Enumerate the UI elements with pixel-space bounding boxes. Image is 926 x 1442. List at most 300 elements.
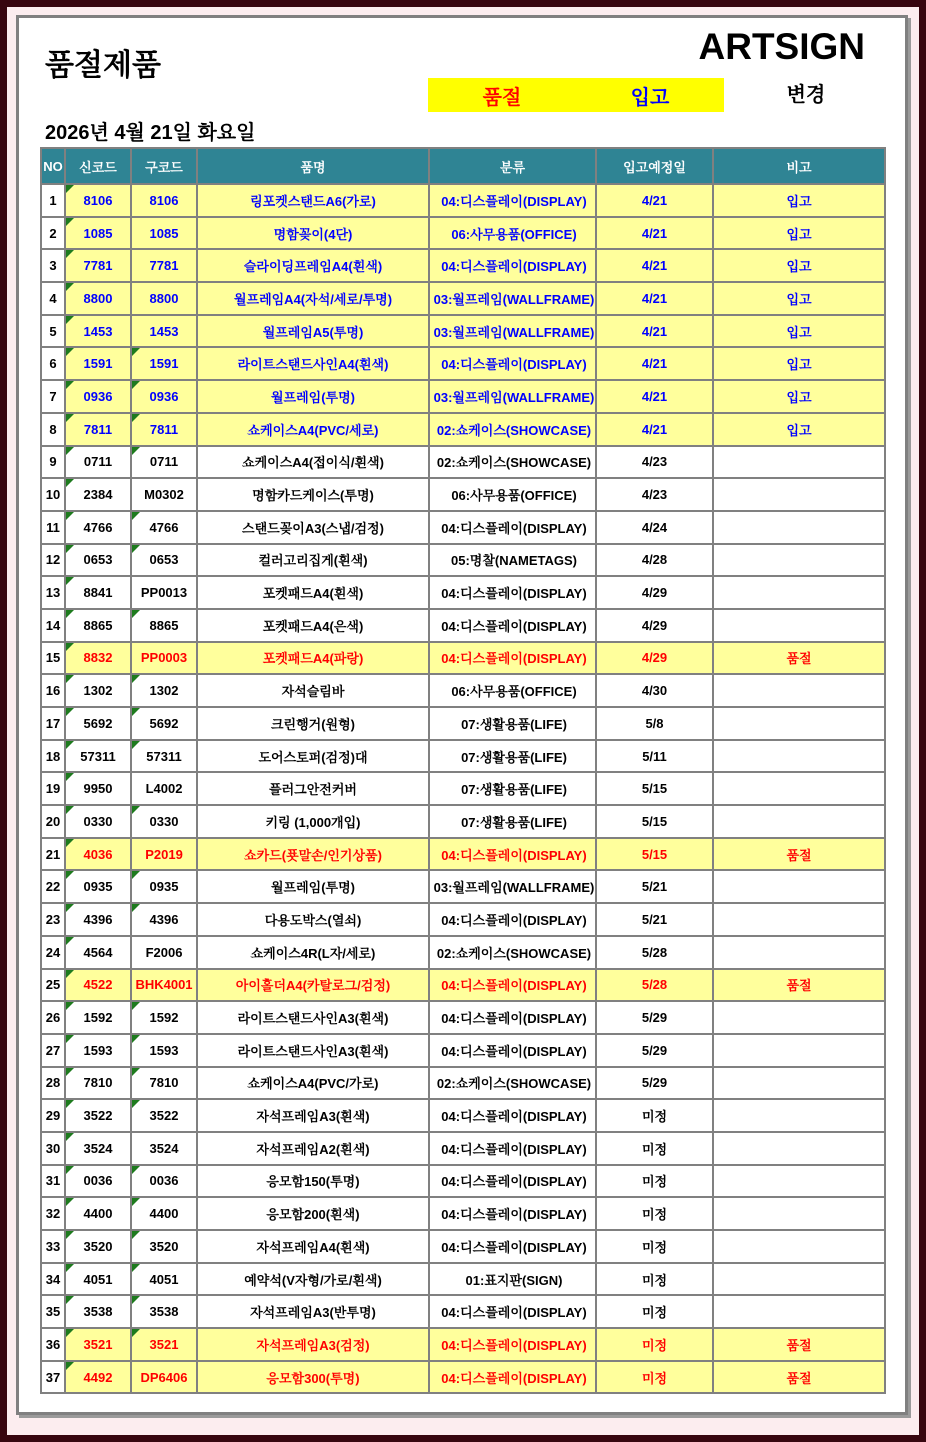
cell-note (713, 1197, 885, 1230)
cell-new-code (65, 642, 131, 675)
cell-old-code (131, 217, 197, 250)
cell-product-name: 쇼케이스A4(PVC/가로) (197, 1067, 429, 1100)
cell-product-name: 응모함200(흰색) (197, 1197, 429, 1230)
cell-due-date: 4/30 (596, 674, 713, 707)
cell-new-code (65, 707, 131, 740)
table-row (41, 544, 885, 577)
old-code-value: 8800 (149, 290, 179, 306)
cell-product-name: 쇼케이스A4(PVC/세로) (197, 413, 429, 446)
new-code-value: 4396 (83, 911, 113, 927)
cell-old-code (131, 1230, 197, 1263)
table-row (41, 413, 885, 446)
table-row (41, 674, 885, 707)
cell-new-code (65, 740, 131, 773)
cell-product-name: 포켓패드A4(파랑) (197, 642, 429, 675)
comment-triangle-new (66, 773, 74, 781)
old-code-value: 8865 (149, 617, 179, 633)
cell-new-code (65, 772, 131, 805)
cell-category: 02:쇼케이스(SHOWCASE) (429, 446, 596, 479)
comment-triangle-new (66, 1068, 74, 1076)
cell-note: 입고 (713, 282, 885, 315)
table-row (41, 249, 885, 282)
cell-due-date: 4/29 (596, 642, 713, 675)
cell-due-date: 4/21 (596, 413, 713, 446)
cell-old-code (131, 446, 197, 479)
comment-triangle-old (132, 1296, 140, 1304)
comment-triangle-new (66, 675, 74, 683)
cell-new-code (65, 315, 131, 348)
cell-due-date: 4/29 (596, 609, 713, 642)
old-code-value: 8106 (149, 192, 179, 208)
cell-product-name: 다용도박스(열쇠) (197, 903, 429, 936)
table-row (41, 478, 885, 511)
cell-product-name: 자석프레임A2(흰색) (197, 1132, 429, 1165)
comment-triangle-new (66, 1296, 74, 1304)
cell-category: 04:디스플레이(DISPLAY) (429, 1132, 596, 1165)
table-header (41, 148, 885, 184)
cell-no: 24 (41, 936, 65, 969)
cell-note (713, 903, 885, 936)
comment-triangle-new (66, 1002, 74, 1010)
cell-category: 03:월프레임(WALLFRAME) (429, 870, 596, 903)
new-code-value: 4492 (83, 1369, 113, 1385)
cell-new-code (65, 903, 131, 936)
cell-due-date: 5/29 (596, 1067, 713, 1100)
cell-category: 04:디스플레이(DISPLAY) (429, 1165, 596, 1198)
cell-product-name: 쇼카드(푯말손/인기상품) (197, 838, 429, 871)
comment-triangle-old (132, 1068, 140, 1076)
cell-old-code (131, 347, 197, 380)
cell-due-date: 5/15 (596, 838, 713, 871)
cell-product-name: 스탠드꽂이A3(스냅/검정) (197, 511, 429, 544)
new-code-value: 1592 (83, 1010, 113, 1026)
cell-category: 02:쇼케이스(SHOWCASE) (429, 413, 596, 446)
cell-note (713, 609, 885, 642)
cell-due-date: 4/21 (596, 315, 713, 348)
old-code-value: 3538 (149, 1304, 179, 1320)
cell-old-code (131, 969, 197, 1002)
cell-product-name: 라이트스탠드사인A3(흰색) (197, 1034, 429, 1067)
new-code-value: 3520 (83, 1238, 113, 1254)
new-code-value: 8832 (83, 650, 113, 666)
cell-new-code (65, 838, 131, 871)
new-code-value: 8800 (83, 290, 113, 306)
cell-product-name: 쇼케이스A4(접이식/흰색) (197, 446, 429, 479)
table-row (41, 740, 885, 773)
cell-due-date: 미정 (596, 1230, 713, 1263)
cell-new-code (65, 1361, 131, 1394)
comment-triangle-new (66, 610, 74, 618)
cell-new-code (65, 282, 131, 315)
cell-no: 22 (41, 870, 65, 903)
cell-new-code (65, 413, 131, 446)
cell-old-code (131, 1361, 197, 1394)
cell-product-name: 라이트스탠드사인A4(흰색) (197, 347, 429, 380)
brand-logo: ARTSIGN (698, 26, 865, 67)
new-code-value: 1593 (83, 1042, 113, 1058)
cell-note: 입고 (713, 347, 885, 380)
comment-triangle-old (132, 447, 140, 455)
new-code-value: 7810 (83, 1075, 113, 1091)
cell-due-date: 4/28 (596, 544, 713, 577)
cell-no: 23 (41, 903, 65, 936)
old-code-value: 5692 (149, 715, 179, 731)
col-header-name: 품명 (197, 148, 429, 184)
table-row (41, 511, 885, 544)
table-body (41, 184, 885, 1393)
comment-triangle-old (132, 741, 140, 749)
cell-category: 04:디스플레이(DISPLAY) (429, 1197, 596, 1230)
cell-category: 06:사무용품(OFFICE) (429, 217, 596, 250)
cell-due-date: 4/21 (596, 282, 713, 315)
cell-note: 입고 (713, 184, 885, 217)
comment-triangle-new (66, 1264, 74, 1272)
cell-note: 품절 (713, 838, 885, 871)
cell-new-code (65, 446, 131, 479)
cell-old-code (131, 380, 197, 413)
cell-category: 03:월프레임(WALLFRAME) (429, 380, 596, 413)
comment-triangle-old (132, 381, 140, 389)
cell-product-name: 크린행거(원형) (197, 707, 429, 740)
table-row (41, 282, 885, 315)
old-code-value: M0302 (144, 487, 184, 503)
cell-note: 품절 (713, 1328, 885, 1361)
new-code-value: 4522 (83, 977, 113, 993)
cell-category: 05:명찰(NAMETAGS) (429, 544, 596, 577)
cell-new-code (65, 1197, 131, 1230)
comment-triangle-new (66, 937, 74, 945)
comment-triangle-new (66, 643, 74, 651)
old-code-value: 0936 (149, 388, 179, 404)
cell-due-date: 5/11 (596, 740, 713, 773)
cell-old-code (131, 282, 197, 315)
new-code-value: 9950 (83, 781, 113, 797)
cell-no: 37 (41, 1361, 65, 1394)
comment-triangle-old (132, 1166, 140, 1174)
cell-product-name: 슬라이딩프레임A4(흰색) (197, 249, 429, 282)
comment-triangle-old (132, 806, 140, 814)
cell-due-date: 4/21 (596, 380, 713, 413)
old-code-value: 0653 (149, 552, 179, 568)
old-code-value: 4396 (149, 911, 179, 927)
cell-new-code (65, 1001, 131, 1034)
cell-old-code (131, 1132, 197, 1165)
cell-no: 14 (41, 609, 65, 642)
old-code-value: 3524 (149, 1140, 179, 1156)
legend-change-label: 변경 (786, 84, 826, 106)
cell-note (713, 1099, 885, 1132)
cell-note (713, 740, 885, 773)
cell-product-name: 라이트스탠드사인A3(흰색) (197, 1001, 429, 1034)
comment-triangle-new (66, 447, 74, 455)
cell-note (713, 707, 885, 740)
table-row (41, 217, 885, 250)
cell-no: 21 (41, 838, 65, 871)
table-row (41, 576, 885, 609)
comment-triangle-new (66, 283, 74, 291)
col-header-no: NO (41, 148, 65, 184)
cell-old-code (131, 1067, 197, 1100)
cell-no: 30 (41, 1132, 65, 1165)
old-code-value: 4400 (149, 1206, 179, 1222)
cell-old-code (131, 1165, 197, 1198)
comment-triangle-new (66, 414, 74, 422)
old-code-value: 0711 (149, 454, 179, 470)
cell-product-name: 응모함150(투명) (197, 1165, 429, 1198)
cell-no: 10 (41, 478, 65, 511)
table-row (41, 315, 885, 348)
new-code-value: 1302 (83, 683, 113, 699)
old-code-value: 1593 (149, 1042, 179, 1058)
old-code-value: 3522 (149, 1108, 179, 1124)
table-row (41, 903, 885, 936)
cell-no: 1 (41, 184, 65, 217)
cell-category: 04:디스플레이(DISPLAY) (429, 969, 596, 1002)
old-code-value: 0036 (149, 1173, 179, 1189)
old-code-value: P2019 (145, 846, 183, 862)
comment-triangle-old (132, 545, 140, 553)
table-row (41, 1001, 885, 1034)
cell-new-code (65, 1165, 131, 1198)
cell-product-name: 명함카드케이스(투명) (197, 478, 429, 511)
cell-note (713, 1067, 885, 1100)
cell-due-date: 4/21 (596, 217, 713, 250)
cell-product-name: 쇼케이스4R(L자/세로) (197, 936, 429, 969)
comment-triangle-new (66, 970, 74, 978)
cell-due-date: 4/23 (596, 478, 713, 511)
table-row (41, 1263, 885, 1296)
cell-due-date: 4/23 (596, 446, 713, 479)
cell-due-date: 미정 (596, 1328, 713, 1361)
cell-new-code (65, 249, 131, 282)
cell-due-date: 4/21 (596, 184, 713, 217)
comment-triangle-old (132, 708, 140, 716)
comment-triangle-new (66, 904, 74, 912)
comment-triangle-old (132, 1231, 140, 1239)
cell-no: 15 (41, 642, 65, 675)
table-row (41, 1132, 885, 1165)
comment-triangle-new (66, 708, 74, 716)
cell-product-name: 자석프레임A3(검정) (197, 1328, 429, 1361)
cell-product-name: 포켓패드A4(은색) (197, 609, 429, 642)
cell-note (713, 1295, 885, 1328)
new-code-value: 5692 (83, 715, 113, 731)
cell-category: 04:디스플레이(DISPLAY) (429, 609, 596, 642)
table-row (41, 446, 885, 479)
cell-due-date: 5/28 (596, 936, 713, 969)
comment-triangle-new (66, 1198, 74, 1206)
document-panel (16, 15, 908, 1415)
cell-old-code (131, 870, 197, 903)
col-header-due-date: 입고예정일 (596, 148, 713, 184)
cell-new-code (65, 184, 131, 217)
cell-due-date: 미정 (596, 1295, 713, 1328)
cell-category: 07:생활용품(LIFE) (429, 805, 596, 838)
cell-note: 입고 (713, 217, 885, 250)
cell-due-date: 미정 (596, 1263, 713, 1296)
comment-triangle-new (66, 1166, 74, 1174)
cell-category: 04:디스플레이(DISPLAY) (429, 642, 596, 675)
col-header-note: 비고 (713, 148, 885, 184)
cell-due-date: 미정 (596, 1361, 713, 1394)
cell-no: 16 (41, 674, 65, 707)
cell-no: 17 (41, 707, 65, 740)
cell-new-code (65, 1067, 131, 1100)
table-row (41, 1295, 885, 1328)
comment-triangle-new (66, 839, 74, 847)
table-row (41, 772, 885, 805)
cell-category: 07:생활용품(LIFE) (429, 740, 596, 773)
cell-new-code (65, 674, 131, 707)
cell-old-code (131, 315, 197, 348)
cell-product-name: 컬러고리집게(흰색) (197, 544, 429, 577)
new-code-value: 8841 (83, 585, 113, 601)
cell-category: 04:디스플레이(DISPLAY) (429, 1034, 596, 1067)
comment-triangle-old (132, 1198, 140, 1206)
cell-note (713, 805, 885, 838)
cell-product-name: 명함꽂이(4단) (197, 217, 429, 250)
cell-due-date: 4/21 (596, 249, 713, 282)
cell-new-code (65, 870, 131, 903)
cell-no: 4 (41, 282, 65, 315)
comment-triangle-new (66, 806, 74, 814)
cell-due-date: 5/21 (596, 903, 713, 936)
cell-product-name: 자석프레임A3(반투명) (197, 1295, 429, 1328)
table-row (41, 1361, 885, 1394)
legend-soldout-label: 품절 (482, 86, 522, 109)
old-code-value: 7810 (149, 1075, 179, 1091)
new-code-value: 0653 (83, 552, 113, 568)
table-row (41, 609, 885, 642)
cell-new-code (65, 609, 131, 642)
cell-no: 29 (41, 1099, 65, 1132)
table-row (41, 1165, 885, 1198)
comment-triangle-new (66, 218, 74, 226)
comment-triangle-new (66, 185, 74, 193)
cell-note (713, 1034, 885, 1067)
table-row (41, 838, 885, 871)
cell-product-name: 응모함300(투명) (197, 1361, 429, 1394)
cell-category: 04:디스플레이(DISPLAY) (429, 1230, 596, 1263)
cell-due-date: 5/29 (596, 1034, 713, 1067)
new-code-value: 3522 (83, 1108, 113, 1124)
old-code-value: PP0003 (140, 650, 188, 666)
cell-category: 04:디스플레이(DISPLAY) (429, 1295, 596, 1328)
col-header-old-code: 구코드 (131, 148, 197, 184)
old-code-value: DP6406 (140, 1369, 188, 1385)
old-code-value: 1592 (149, 1010, 179, 1026)
new-code-value: 3538 (83, 1304, 113, 1320)
cell-no: 31 (41, 1165, 65, 1198)
cell-no: 27 (41, 1034, 65, 1067)
old-code-value: 1085 (149, 225, 179, 241)
cell-note (713, 446, 885, 479)
new-code-value: 4036 (83, 846, 113, 862)
cell-note (713, 511, 885, 544)
new-code-value: 1591 (83, 356, 113, 372)
col-header-new-code: 신코드 (65, 148, 131, 184)
comment-triangle-new (66, 316, 74, 324)
cell-note: 품절 (713, 642, 885, 675)
report-date: 2026년 4월 21일 화요일 (45, 122, 256, 144)
table-row (41, 1099, 885, 1132)
cell-note (713, 1001, 885, 1034)
cell-category: 07:생활용품(LIFE) (429, 772, 596, 805)
comment-triangle-new (66, 741, 74, 749)
cell-due-date: 5/15 (596, 805, 713, 838)
cell-old-code (131, 413, 197, 446)
cell-new-code (65, 1295, 131, 1328)
cell-category: 02:쇼케이스(SHOWCASE) (429, 936, 596, 969)
table-row (41, 1328, 885, 1361)
cell-old-code (131, 184, 197, 217)
cell-new-code (65, 805, 131, 838)
status-legend (428, 78, 724, 112)
old-code-value: 4766 (149, 519, 179, 535)
cell-no: 7 (41, 380, 65, 413)
cell-no: 2 (41, 217, 65, 250)
cell-no: 20 (41, 805, 65, 838)
table-row (41, 347, 885, 380)
cell-no: 36 (41, 1328, 65, 1361)
cell-old-code (131, 674, 197, 707)
cell-due-date: 5/29 (596, 1001, 713, 1034)
old-code-value: BHK4001 (135, 977, 193, 993)
comment-triangle-old (132, 348, 140, 356)
new-code-value: 7781 (83, 258, 113, 274)
table-header-row (41, 148, 885, 184)
cell-due-date: 4/24 (596, 511, 713, 544)
cell-no: 9 (41, 446, 65, 479)
cell-old-code (131, 1197, 197, 1230)
cell-no: 3 (41, 249, 65, 282)
comment-triangle-new (66, 512, 74, 520)
comment-triangle-old (132, 1329, 140, 1337)
old-code-value: 1302 (149, 683, 179, 699)
page-title: 품절제품 (45, 49, 161, 82)
cell-category: 04:디스플레이(DISPLAY) (429, 576, 596, 609)
cell-product-name: 월프레임(투명) (197, 380, 429, 413)
cell-category: 04:디스플레이(DISPLAY) (429, 184, 596, 217)
cell-category: 04:디스플레이(DISPLAY) (429, 249, 596, 282)
new-code-value: 8865 (83, 617, 113, 633)
new-code-value: 0935 (83, 879, 113, 895)
cell-product-name: 예약석(V자형/가로/흰색) (197, 1263, 429, 1296)
new-code-value: 3521 (83, 1336, 113, 1352)
cell-category: 04:디스플레이(DISPLAY) (429, 347, 596, 380)
old-code-value: 1453 (149, 323, 179, 339)
table-row (41, 969, 885, 1002)
cell-old-code (131, 642, 197, 675)
new-code-value: 0330 (83, 813, 113, 829)
cell-note (713, 870, 885, 903)
cell-category: 03:월프레임(WALLFRAME) (429, 315, 596, 348)
cell-note (713, 576, 885, 609)
old-code-value: 0935 (149, 879, 179, 895)
cell-new-code (65, 1034, 131, 1067)
cell-due-date: 5/21 (596, 870, 713, 903)
comment-triangle-new (66, 1329, 74, 1337)
new-code-value: 3524 (83, 1140, 113, 1156)
comment-triangle-new (66, 1100, 74, 1108)
cell-due-date: 5/8 (596, 707, 713, 740)
new-code-value: 0936 (83, 388, 113, 404)
cell-due-date: 4/29 (596, 576, 713, 609)
cell-category: 07:생활용품(LIFE) (429, 707, 596, 740)
cell-no: 8 (41, 413, 65, 446)
cell-old-code (131, 576, 197, 609)
cell-old-code (131, 511, 197, 544)
